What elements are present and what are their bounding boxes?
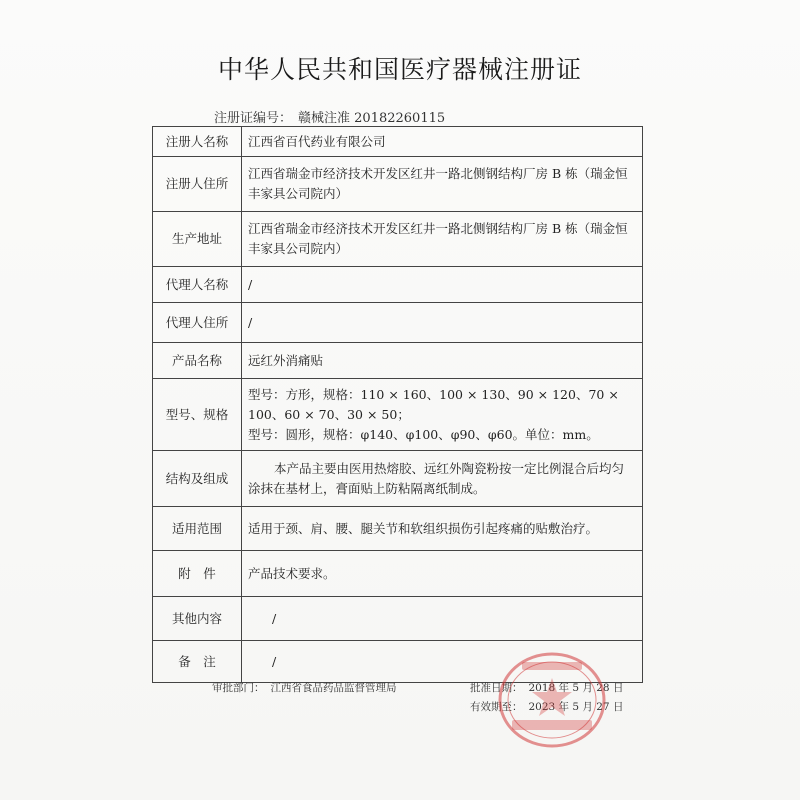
row-label-agent-address: 代理人住所 (153, 303, 242, 343)
table-row (153, 507, 643, 551)
row-value-scope: 适用于颈、肩、腰、腿关节和软组织损伤引起疼痛的贴敷治疗。 (242, 507, 643, 551)
row-label-registrant-address: 注册人住所 (153, 157, 242, 212)
row-value-model-spec (242, 379, 643, 451)
row-value-production-address: 江西省瑞金市经济技术开发区红井一路北侧钢结构厂房 B 栋（瑞金恒丰家具公司院内） (242, 212, 643, 267)
table-row (153, 451, 643, 507)
row-value-agent-address: / (242, 303, 643, 343)
model-spec-line-round: 型号：圆形，规格：φ140、φ100、φ90、φ60。单位：mm。 (248, 426, 599, 442)
approval-date-value: 2018 年 5 月 28 日 (528, 682, 624, 694)
table-row (153, 343, 643, 379)
table-row (153, 551, 643, 597)
expiry-date-label: 有效期至： (470, 701, 523, 713)
registration-number: 赣械注准 20182260115 (298, 111, 446, 126)
official-seal-icon (482, 650, 620, 750)
row-value-other-cell (242, 597, 643, 641)
row-value-registrant-address: 江西省瑞金市经济技术开发区红井一路北侧钢结构厂房 B 栋（瑞金恒丰家具公司院内） (242, 157, 643, 212)
table-row (153, 212, 643, 267)
row-value-structure: 本产品主要由医用热熔胶、远红外陶瓷粉按一定比例混合后均匀涂抹在基材上，膏面贴上防粘隔离纸制成。 (242, 451, 643, 507)
table-row (153, 379, 643, 451)
row-label-remarks: 备 注 (153, 641, 242, 683)
row-label-registrant-name: 注册人名称 (153, 127, 242, 157)
model-spec-line-square: 型号：方形，规格：110 × 160、100 × 130、90 × 120、70 × 100、60 × 70、30 × 50； (248, 386, 619, 422)
row-label-model-spec: 型号、规格 (153, 379, 242, 451)
row-value-registrant-name: 江西省百代药业有限公司 (242, 127, 643, 157)
approval-department-value: 江西省食品药品监督管理局 (270, 682, 397, 694)
table-row (153, 127, 643, 157)
row-label-structure: 结构及组成 (153, 451, 242, 507)
table-row (153, 267, 643, 303)
registration-number-label: 注册证编号： (214, 111, 293, 126)
row-label-scope: 适用范围 (153, 507, 242, 551)
table-row (153, 303, 643, 343)
row-value-product-name: 远红外消痛贴 (242, 343, 643, 379)
row-value-attachment: 产品技术要求。 (242, 551, 643, 597)
row-value-remarks: / (272, 653, 277, 669)
approval-department (212, 680, 403, 695)
row-label-other: 其他内容 (153, 597, 242, 641)
row-label-agent-name: 代理人名称 (153, 267, 242, 303)
registration-number-line (214, 107, 445, 126)
expiry-date-value: 2023 年 5 月 27 日 (528, 701, 624, 713)
row-label-attachment: 附 件 (153, 551, 242, 597)
certificate-table (152, 126, 643, 683)
row-value-other: / (272, 610, 277, 626)
approval-department-label: 审批部门： (212, 682, 265, 694)
row-label-product-name: 产品名称 (153, 343, 242, 379)
table-row (153, 597, 643, 641)
approval-date-label: 批准日期： (470, 682, 523, 694)
row-label-production-address: 生产地址 (153, 212, 242, 267)
table-row (153, 157, 643, 212)
row-value-agent-name: / (242, 267, 643, 303)
document-title: 中华人民共和国医疗器械注册证 (217, 55, 582, 84)
